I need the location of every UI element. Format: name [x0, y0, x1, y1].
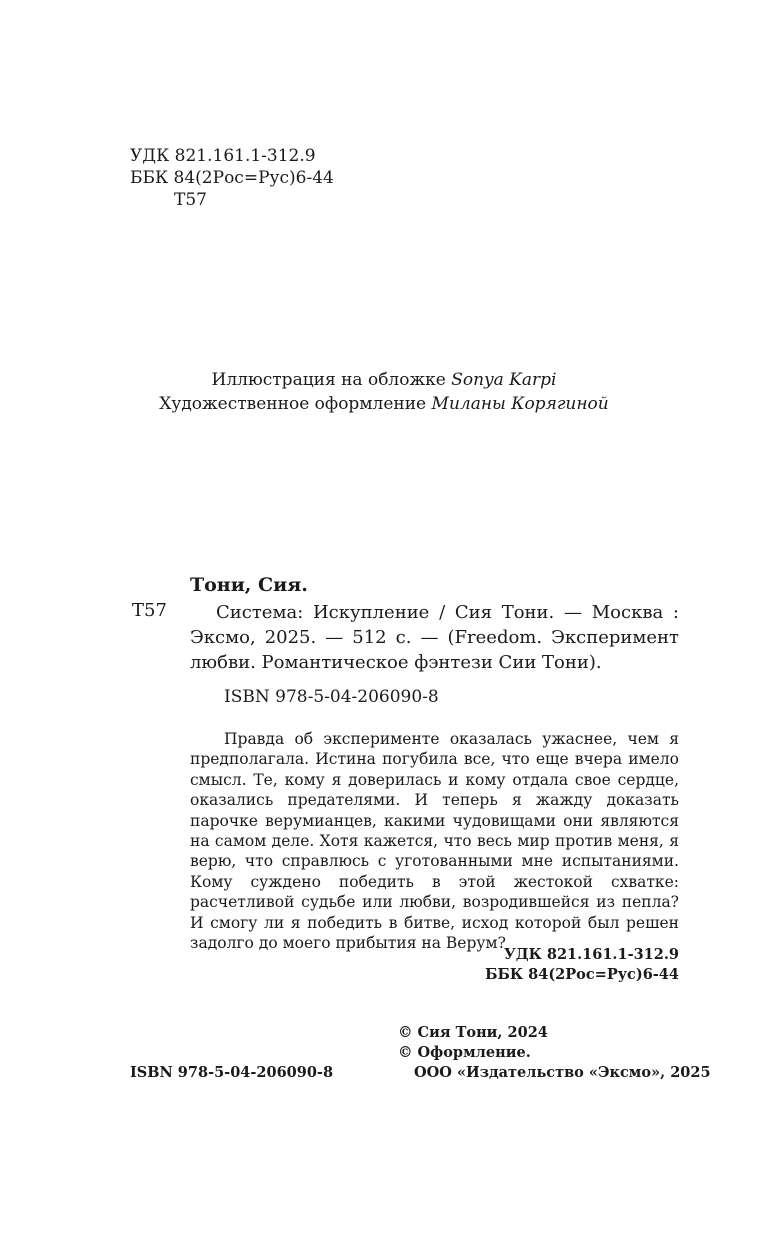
bbk-code-top: ББК 84(2Рос=Рус)6-44: [130, 168, 334, 188]
annotation-text: Правда об эксперименте оказалась ужаснее, чем я предполагала. Истина погубила все, что еще вчера имело смысл. Те, кому я доверилась и кому отдала свое сердце, оказались предателями. И теперь я жажду доказать парочке верумианцев, какими чудовищами они являются на самом деле. Хотя кажется, что весь мир против меня, я верю, что справлюсь с уготованными мне испытаниями. Кому суждено победить в этой жестокой схватке: расчетливой судьбе или любви, возродившейся из пепла? И смогу ли я победить в битве, исход которой был решен задолго до моего прибытия на Верум?: [190, 730, 679, 953]
copyright-author: © Сия Тони, 2024: [398, 1024, 548, 1041]
design-label: Художественное оформление: [159, 394, 432, 414]
copyright-design: © Оформление.: [398, 1044, 531, 1061]
udk-code-top: УДК 821.161.1-312.9: [130, 146, 316, 166]
udk-code-bottom: УДК 821.161.1-312.9: [503, 946, 679, 963]
copyright-publisher: ООО «Издательство «Эксмо», 2025: [414, 1064, 711, 1081]
illustrator-name: Sonya Karpi: [451, 370, 557, 390]
designer-name: Миланы Корягиной: [431, 394, 609, 414]
bib-description: Система: Искупление / Сия Тони. — Москва : Эксмо, 2025. — 512 с. — (Freedom. Эксперимент любви. Романтическое фэнтези Сии Тони).: [190, 602, 679, 673]
illustration-credit: [0, 369, 768, 391]
isbn-bottom: ISBN 978-5-04-206090-8: [130, 1064, 334, 1081]
bib-author-code: Т57: [132, 600, 167, 621]
bib-author: Тони, Сия.: [190, 574, 308, 596]
illustration-label: Иллюстрация на обложке: [211, 370, 452, 390]
bbk-code-bottom: ББК 84(2Рос=Рус)6-44: [485, 966, 679, 983]
author-code-top: Т57: [174, 190, 207, 210]
design-credit: [0, 393, 768, 415]
bib-isbn: ISBN 978-5-04-206090-8: [224, 687, 439, 707]
